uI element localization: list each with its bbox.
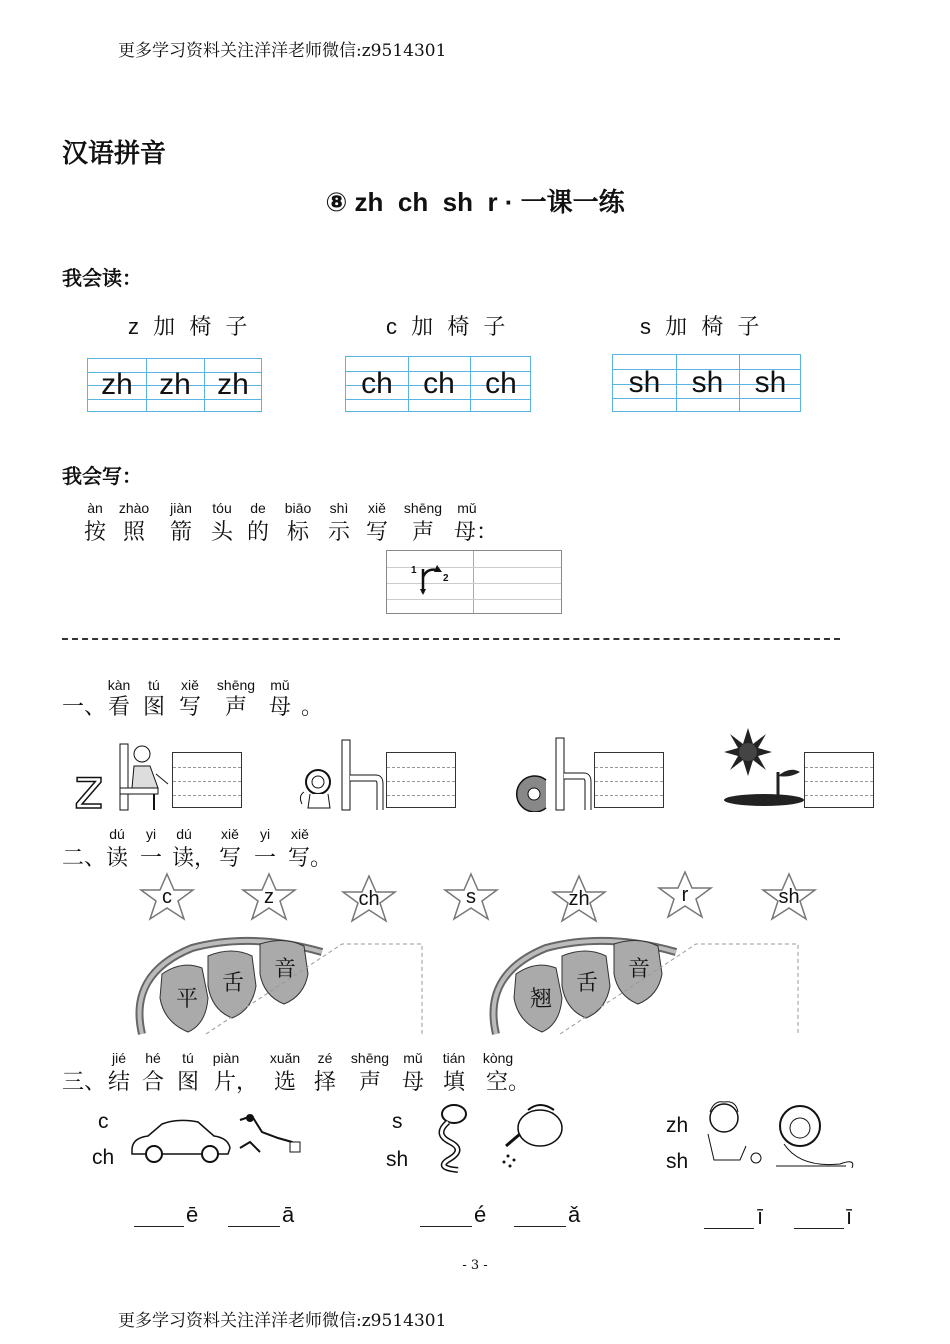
leaf-label: 音 — [274, 956, 297, 981]
section-divider — [62, 638, 840, 640]
pinyin-grid-ch — [345, 356, 531, 412]
star-zh: zh — [550, 874, 608, 924]
star-r: r — [656, 870, 714, 920]
fill-blank-6[interactable] — [794, 1228, 844, 1229]
leaf-label: 舌 — [576, 970, 599, 995]
leaf-label: 平 — [176, 986, 199, 1011]
read-caption-1: z 加 椅 子 — [128, 314, 252, 339]
fill-blank-2[interactable] — [228, 1226, 280, 1227]
picture-z-chair-girl — [72, 738, 172, 812]
blank-vowel: ē — [186, 1202, 199, 1227]
write-section-heading: 我会写： — [62, 466, 142, 488]
answer-box-1[interactable] — [172, 752, 242, 808]
grid-cell: ch — [361, 367, 393, 400]
stroke-order-r-icon — [409, 563, 459, 597]
picture-lion-chair — [296, 738, 388, 812]
leaf-label: 翘 — [530, 986, 553, 1011]
read-caption-3: s 加 椅 子 — [640, 314, 764, 339]
grid-cell: sh — [628, 366, 661, 399]
blank-vowel: ǎ — [568, 1202, 581, 1227]
blank-vowel: ī — [846, 1204, 853, 1229]
leaf-label: 音 — [628, 956, 651, 981]
fill-blank-4[interactable] — [514, 1226, 566, 1227]
option-c: c — [98, 1110, 109, 1133]
option-zh: zh — [666, 1114, 689, 1137]
read-caption-2: c 加 椅 子 — [386, 314, 510, 339]
blank-vowel: ī — [757, 1204, 764, 1229]
read-section-heading: 我会读： — [62, 268, 142, 290]
svg-text:z: z — [74, 757, 104, 812]
picture-car-crawling — [128, 1112, 308, 1164]
stroke-number-2: 2 — [443, 573, 449, 584]
answer-box-4[interactable] — [804, 752, 874, 808]
blank-vowel: é — [474, 1202, 487, 1227]
star-s: s — [442, 872, 500, 922]
pinyin-grid-zh — [87, 358, 262, 412]
document-title: 汉语拼音 — [62, 138, 167, 168]
option-s: s — [392, 1110, 403, 1133]
exercise2-number: 二、 — [62, 845, 107, 870]
leaf-label: 舌 — [222, 970, 245, 995]
grid-cell: sh — [754, 366, 787, 399]
picture-snake-wateringcan — [428, 1100, 576, 1174]
answer-box-2[interactable] — [386, 752, 456, 808]
option-sh: sh — [666, 1150, 689, 1173]
stroke-practice-grid[interactable] — [386, 550, 562, 614]
star-z: z — [240, 872, 298, 922]
fill-blank-5[interactable] — [704, 1228, 754, 1229]
exercise1-number: 一、 — [62, 694, 107, 719]
star-c: c — [138, 872, 196, 922]
grid-cell: sh — [691, 366, 724, 399]
blank-vowel: ā — [282, 1202, 295, 1227]
picture-hedgehog-chair — [510, 736, 594, 812]
answer-box-3[interactable] — [594, 752, 664, 808]
exercise3-number: 三、 — [62, 1069, 107, 1094]
grid-cell: zh — [217, 368, 249, 401]
stroke-number-1: 1 — [411, 565, 417, 576]
page-number: - 3 - — [462, 1258, 488, 1273]
star-sh: sh — [760, 872, 818, 922]
pinyin-grid-sh — [612, 354, 801, 412]
grid-cell: ch — [423, 367, 455, 400]
grid-cell: ch — [485, 367, 517, 400]
star-ch: ch — [340, 874, 398, 924]
grid-cell: zh — [159, 368, 191, 401]
footer-note: 更多学习资料关注洋洋老师微信:z9514301 — [118, 1311, 447, 1331]
grid-cell: zh — [101, 368, 133, 401]
picture-boy-lion — [700, 1098, 860, 1178]
picture-sun-sprout — [720, 726, 804, 810]
lesson-title: ⑧ zh ch sh r · 一课一练 — [325, 187, 625, 217]
fill-blank-3[interactable] — [420, 1226, 472, 1227]
header-note: 更多学习资料关注洋洋老师微信:z9514301 — [118, 41, 447, 61]
fill-blank-1[interactable] — [134, 1226, 184, 1227]
option-sh: sh — [386, 1148, 409, 1171]
option-ch: ch — [92, 1146, 115, 1169]
